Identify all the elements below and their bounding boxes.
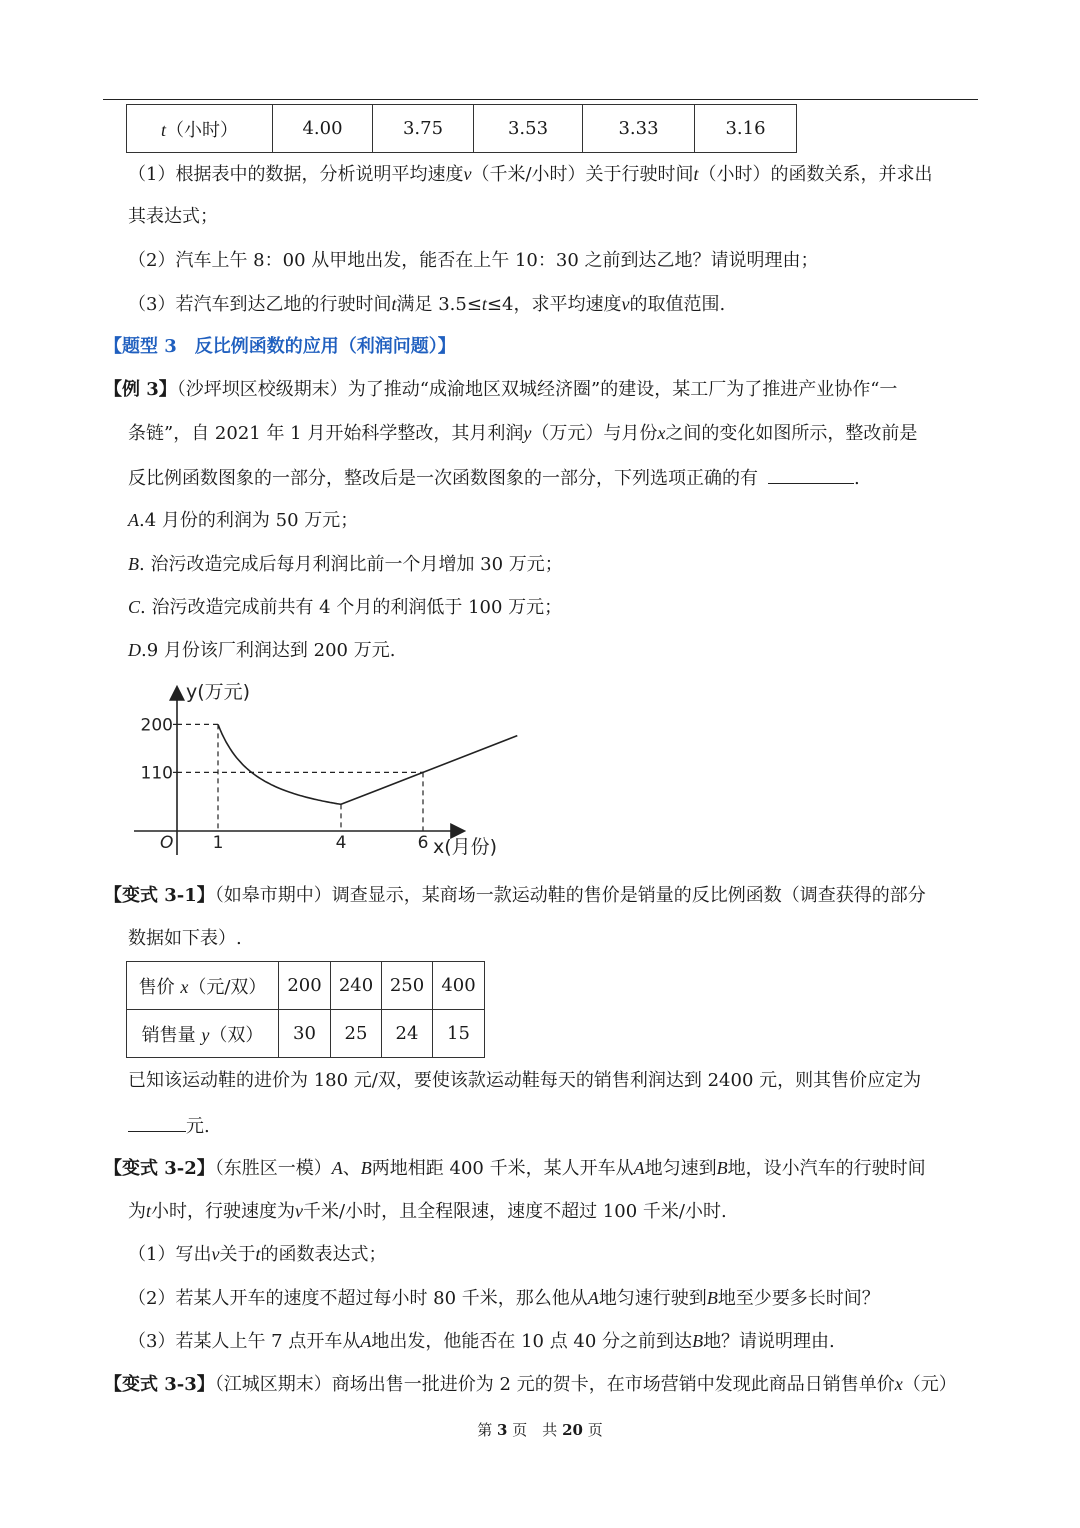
variant-3-3-line-1: 【变式 3-3】（江城区期末）商场出售一批进价为 2 元的贺卡，在市场营销中发现此商品日销售单价x（元） <box>104 1374 957 1395</box>
variant-3-2-question-2: （2）若某人开车的速度不超过每小时 80 千米，那么他从A地匀速行驶到B地至少要多长时间？ <box>128 1288 880 1309</box>
table-cell: 3.33 <box>583 105 695 153</box>
origin-label: O <box>160 833 174 853</box>
variant-3-2-question-1: （1）写出v关于t的函数表达式； <box>128 1244 387 1265</box>
table-cell: 3.53 <box>474 105 583 153</box>
x-tick-label: 4 <box>335 833 347 853</box>
table-cell: 3.75 <box>373 105 474 153</box>
x-tick-label: 6 <box>417 833 429 853</box>
section-heading: 【题型 3 反比例函数的应用（利润问题）】 <box>104 336 456 357</box>
table-cell: 400 <box>433 962 485 1010</box>
example-3-line-1: 【例 3】（沙坪坝区校级期末）为了推动“成渝地区双城经济圈”的建设，某工厂为了推进产业协作“一 <box>104 379 898 400</box>
table-cell: 4.00 <box>273 105 373 153</box>
table-cell: 售价 x（元/双） <box>127 962 279 1010</box>
series-after-line <box>341 736 517 805</box>
x-axis-label: x(月份) <box>433 836 498 858</box>
variant-3-2-line-2: 为t小时，行驶速度为v千米/小时，且全程限速，速度不超过 100 千米/小时. <box>128 1201 727 1222</box>
page-footer: 第 3 页 共 20 页 <box>477 1421 603 1439</box>
guide-lines <box>177 724 423 831</box>
table-cell: 24 <box>382 1010 433 1058</box>
option-c: C. 治污改造完成前共有 4 个月的利润低于 100 万元； <box>128 597 563 618</box>
answer-blank <box>128 1113 186 1132</box>
question-3-line: （3）若汽车到达乙地的行驶时间t满足 3.5≤t≤4，求平均速度v的取值范围. <box>128 294 726 315</box>
option-b: B. 治污改造完成后每月利润比前一个月增加 30 万元； <box>128 554 563 575</box>
y-axis-label: y(万元) <box>186 681 251 703</box>
answer-blank <box>768 465 854 484</box>
table-cell: 25 <box>331 1010 382 1058</box>
variant-3-1-line-2: 数据如下表）. <box>128 928 242 949</box>
table-cell: 销售量 y（双） <box>127 1010 279 1058</box>
table-cell: 200 <box>279 962 331 1010</box>
question-1-line: （1）根据表中的数据，分析说明平均速度v（千米/小时）关于行驶时间t（小时）的函数关系，并求出 <box>128 164 933 185</box>
profit-chart <box>120 672 520 867</box>
series-group <box>218 724 517 804</box>
table-cell: 3.16 <box>695 105 797 153</box>
tick-labels <box>141 715 429 853</box>
question-2-line: （2）汽车上午 8：00 从甲地出发，能否在上午 10：30 之前到达乙地？请说明理由； <box>128 250 819 271</box>
table-row <box>127 962 485 1010</box>
table-cell: t（小时） <box>127 105 273 153</box>
x-tick-label: 1 <box>212 833 224 853</box>
question-1-line-2: 其表达式； <box>128 206 218 227</box>
table-cell: 15 <box>433 1010 485 1058</box>
series-before-curve <box>218 724 341 804</box>
variant-3-1-line-1: 【变式 3-1】（如皋市期中）调查显示，某商场一款运动鞋的售价是销量的反比例函数（调查获得的部分 <box>104 885 926 906</box>
example-3-line-3: 反比例函数图象的一部分，整改后是一次函数图象的一部分，下列选项正确的有 . <box>128 465 860 491</box>
example-3-line-2: 条链”，自 2021 年 1 月开始科学整改，其月利润y（万元）与月份x之间的变化如图所示，整改前是 <box>128 423 918 444</box>
y-tick-label: 110 <box>140 763 173 784</box>
table-cell: 240 <box>331 962 382 1010</box>
option-a: A.4 月份的利润为 50 万元； <box>128 510 359 531</box>
variant-3-1-line-4: 元. <box>128 1113 210 1139</box>
option-d: D.9 月份该厂利润达到 200 万元. <box>128 640 396 661</box>
table-row <box>127 1010 485 1058</box>
sales-table <box>126 961 485 1058</box>
variant-3-2-line-1: 【变式 3-2】（东胜区一模）A、B两地相距 400 千米，某人开车从A地匀速到B地，设小汽车的行驶时间 <box>104 1158 926 1179</box>
table-cell: 30 <box>279 1010 331 1058</box>
header-rule <box>103 99 978 100</box>
variant-3-1-line-3: 已知该运动鞋的进价为 180 元/双，要使该款运动鞋每天的销售利润达到 2400 元，则其售价应定为 <box>128 1070 922 1091</box>
y-tick-label: 200 <box>140 715 173 736</box>
variant-3-2-question-3: （3）若某人上午 7 点开车从A地出发，他能否在 10 点 40 分之前到达B地？请说明理由. <box>128 1331 835 1352</box>
table-row <box>127 105 797 153</box>
table-cell: 250 <box>382 962 433 1010</box>
time-table <box>126 104 797 153</box>
